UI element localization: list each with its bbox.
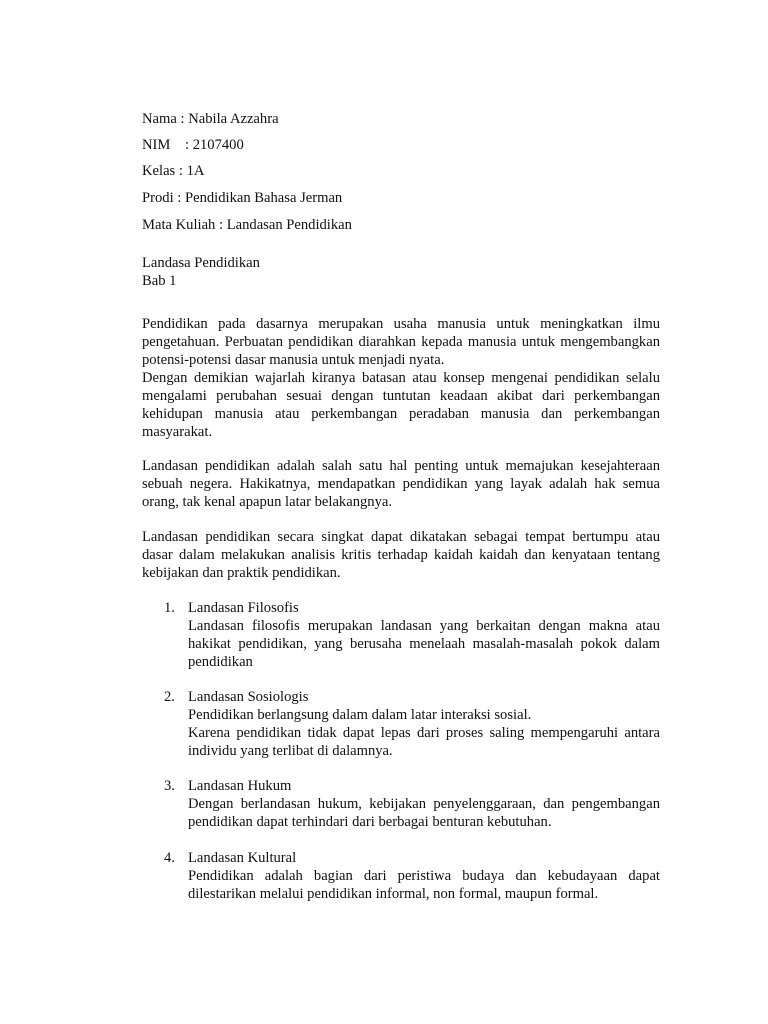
list-item (188, 777, 660, 831)
student-class: Kelas : 1A (142, 163, 205, 179)
student-nim (142, 136, 244, 154)
list-item-title: Landasan Sosiologis (188, 689, 309, 705)
student-name: Nama : Nabila Azzahra (142, 111, 279, 127)
course-name: Mata Kuliah : Landasan Pendidikan (142, 217, 352, 233)
nim-label: NIM (142, 137, 171, 153)
list-item-text: Dengan berlandasan hukum, kebijakan penyelenggaraan, dan pengembangan pendidikan dapat terhindari dari berbagai benturan kebutuhan. (188, 796, 660, 830)
paragraph-2 (142, 457, 660, 511)
paragraph-text: Pendidikan pada dasarnya merupakan usaha manusia untuk meningkatkan ilmu pengetahuan. Perbuatan pendidikan diarahkan kepada manusia untuk mengembangkan potensi-potensi dasar manusia untuk menjadi nyata. (142, 316, 660, 368)
paragraph-text: Landasan pendidikan secara singkat dapat dikatakan sebagai tempat bertumpu atau dasar dalam melakukan analisis kritis terhadap kaidah kaidah dan kenyataan tentang kebijakan dan praktik pendidikan. (142, 529, 660, 581)
list-item-number: 4. (164, 850, 175, 866)
list-item (188, 688, 660, 760)
document-title: Landasa Pendidikan (142, 255, 260, 271)
paragraph-text: Dengan demikian wajarlah kiranya batasan atau konsep mengenai pendidikan selalu mengalami perubahan sesuai dengan tuntutan keadaan akibat dari perkembangan kehidupan manusia atau perkembangan peradaban manusia dan perkembangan masyarakat. (142, 370, 660, 440)
list-item-title: Landasan Hukum (188, 778, 292, 794)
list-item-number: 2. (164, 689, 175, 705)
list-item-number: 1. (164, 600, 175, 616)
list-item (188, 599, 660, 671)
list-item-title: Landasan Kultural (188, 850, 297, 866)
list-item (188, 849, 660, 903)
chapter-label: Bab 1 (142, 273, 177, 289)
paragraph-1 (142, 315, 660, 441)
study-program: Prodi : Pendidikan Bahasa Jerman (142, 190, 343, 206)
list-item-text: Pendidikan adalah bagian dari peristiwa budaya dan kebudayaan dapat dilestarikan melalui pendidikan informal, non formal, maupun formal. (188, 868, 660, 902)
list-item-title: Landasan Filosofis (188, 600, 299, 616)
list-item-number: 3. (164, 778, 175, 794)
list-item-text: Landasan filosofis merupakan landasan yang berkaitan dengan makna atau hakikat pendidikan, yang berusaha menelaah masalah-masalah pokok dalam pendidikan (188, 618, 660, 670)
paragraph-text: Landasan pendidikan adalah salah satu hal penting untuk memajukan kesejahteraan sebuah negera. Hakikatnya, mendapatkan pendidikan yang layak adalah hak semua orang, tak kenal apapun latar belakangnya. (142, 458, 660, 510)
paragraph-3 (142, 528, 660, 582)
list-item-text: Karena pendidikan tidak dapat lepas dari proses saling mempengaruhi antara individu yang terlibat di dalamnya. (188, 725, 660, 759)
list-item-text: Pendidikan berlangsung dalam dalam latar interaksi sosial. (188, 707, 532, 723)
nim-value: : 2107400 (185, 137, 244, 153)
